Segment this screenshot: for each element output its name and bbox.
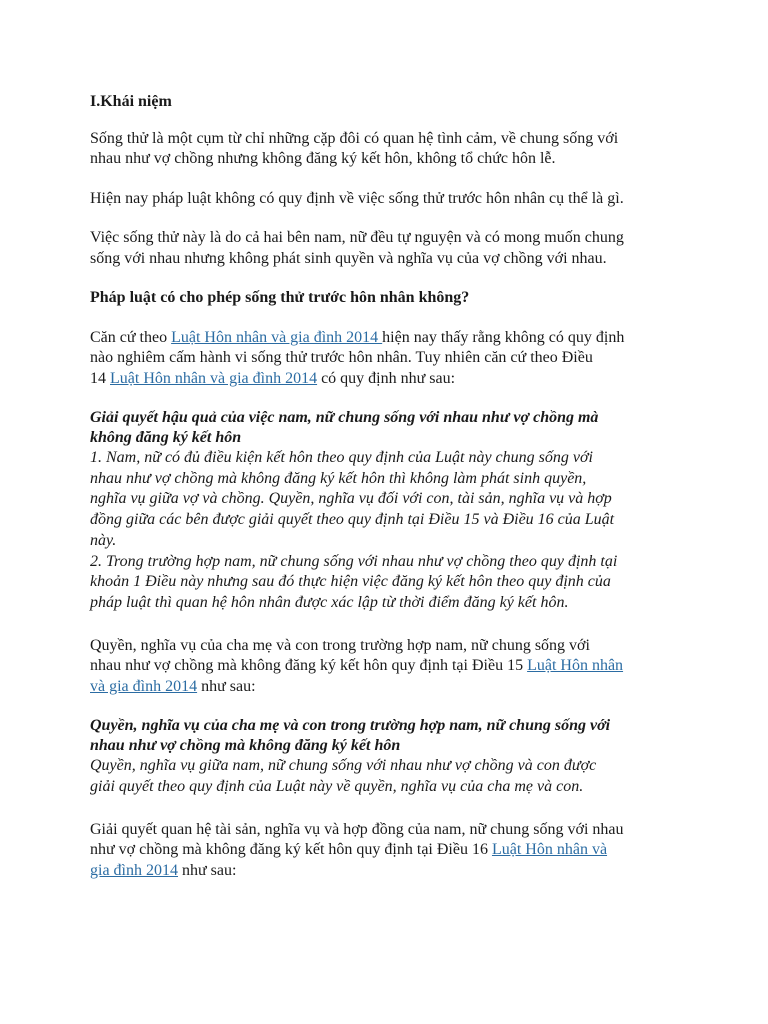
quote-title-line: không đăng ký kết hôn — [90, 429, 242, 446]
text-segment: có quy định như sau: — [317, 369, 456, 387]
quote-line: đồng giữa các bên được giải quyết theo quy định tại Điều 15 và Điều 16 của Luật — [90, 511, 615, 529]
quote-line: 1. Nam, nữ có đủ điều kiện kết hôn theo quy định của Luật này chung sống với — [90, 449, 593, 466]
quote-line: Quyền, nghĩa vụ giữa nam, nữ chung sống với nhau như vợ chồng và con được — [90, 757, 597, 775]
law-link[interactable]: gia đình 2014 — [90, 861, 178, 879]
text-segment: 14 — [90, 369, 110, 387]
section-heading — [90, 92, 690, 113]
paragraph-line: nhau như vợ chồng nhưng không đăng ký kết hôn, không tổ chức hôn lễ. — [90, 150, 556, 167]
quote-title-line: Quyền, nghĩa vụ của cha mẹ và con trong trường hợp nam, nữ chung sống với — [90, 717, 611, 735]
text-segment: như sau: — [197, 677, 256, 695]
quote-title-line: nhau như vợ chồng mà không đăng ký kết hôn — [90, 737, 401, 755]
paragraph-line — [90, 328, 690, 349]
quote-title — [90, 408, 690, 448]
text-segment: Căn cứ theo — [90, 328, 172, 346]
document-body — [90, 92, 690, 881]
quote-line: 2. Trong trường hợp nam, nữ chung sống với nhau như vợ chồng theo quy định tại — [90, 552, 618, 570]
paragraph-legal-basis — [90, 328, 690, 390]
quote-title — [90, 716, 690, 756]
paragraph-line — [90, 656, 690, 677]
paragraph-no-definition — [90, 189, 690, 210]
quote-line: nhau như vợ chồng mà không đăng ký kết hôn thì không làm phát sinh quyền, — [90, 469, 587, 487]
heading-text: Pháp luật có cho phép sống thử trước hôn nhân không? — [90, 289, 470, 306]
text-segment: nhau như vợ chồng mà không đăng ký kết hôn quy định tại Điều 15 — [90, 657, 528, 675]
paragraph-line: Hiện nay pháp luật không có quy định về việc sống thử trước hôn nhân cụ thể là gì. — [90, 189, 624, 207]
paragraph-line: nào nghiêm cấm hành vi sống thử trước hôn nhân. Tuy nhiên căn cứ theo Điều — [90, 349, 593, 366]
text-segment: hiện nay thấy rằng không có quy định — [382, 328, 625, 346]
law-link[interactable]: Luật Hôn nhân và gia đình 2014 — [171, 328, 383, 346]
law-link[interactable]: và gia đình 2014 — [90, 677, 198, 695]
quote-line: nghĩa vụ giữa vợ và chồng. Quyền, nghĩa vụ đối với con, tài sản, nghĩa vụ và hợp — [90, 490, 612, 508]
paragraph-line: Giải quyết quan hệ tài sản, nghĩa vụ và hợp đồng của nam, nữ chung sống với nhau — [90, 820, 624, 838]
quote-article-14 — [90, 408, 690, 614]
text-segment: như sau: — [178, 861, 237, 879]
paragraph-line — [90, 840, 690, 861]
quote-title-line: Giải quyết hậu quả của việc nam, nữ chung sống với nhau như vợ chồng mà — [90, 409, 599, 426]
quote-body — [90, 448, 690, 614]
text-segment: như vợ chồng mà không đăng ký kết hôn quy định tại Điều 16 — [90, 841, 492, 859]
paragraph-line: Việc sống thử này là do cả hai bên nam, nữ đều tự nguyện và có mong muốn chung — [90, 229, 624, 246]
quote-line: này. — [90, 531, 117, 549]
paragraph-line: sống với nhau nhưng không phát sinh quyền và nghĩa vụ của vợ chồng với nhau. — [90, 249, 607, 267]
paragraph-line — [90, 369, 690, 390]
paragraph-article-15-intro — [90, 636, 690, 698]
paragraph-definition — [90, 129, 690, 170]
quote-body — [90, 756, 690, 797]
paragraph-line: Quyền, nghĩa vụ của cha mẹ và con trong trường hợp nam, nữ chung sống với — [90, 636, 590, 654]
paragraph-line — [90, 861, 690, 882]
law-link[interactable]: Luật Hôn nhân — [527, 657, 624, 675]
quote-line: pháp luật thì quan hệ hôn nhân được xác lập từ thời điểm đăng ký kết hôn. — [90, 593, 569, 611]
paragraph-line — [90, 677, 690, 698]
law-link[interactable]: Luật Hôn nhân và — [491, 841, 608, 859]
question-heading — [90, 288, 690, 309]
quote-article-15 — [90, 716, 690, 797]
law-link[interactable]: Luật Hôn nhân và gia đình 2014 — [110, 369, 318, 387]
heading-text: I.Khái niệm — [90, 93, 172, 110]
paragraph-voluntary — [90, 228, 690, 269]
quote-line: giải quyết theo quy định của Luật này về quyền, nghĩa vụ của cha mẹ và con. — [90, 777, 584, 795]
quote-line: khoản 1 Điều này nhưng sau đó thực hiện việc đăng ký kết hôn theo quy định của — [90, 573, 611, 591]
paragraph-article-16-intro — [90, 820, 690, 882]
paragraph-line: Sống thử là một cụm từ chỉ những cặp đôi có quan hệ tình cảm, về chung sống với — [90, 129, 619, 147]
